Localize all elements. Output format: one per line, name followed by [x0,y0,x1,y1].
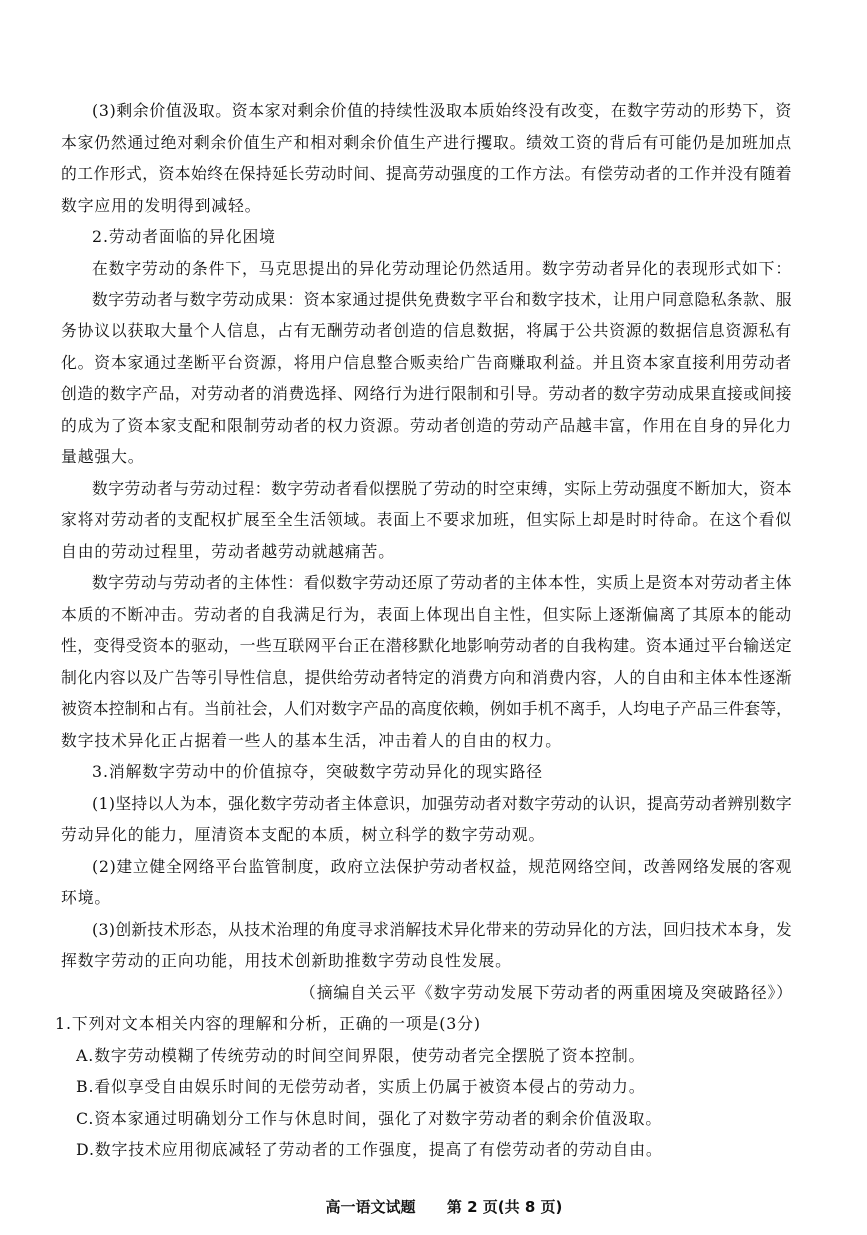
para-surplus-value-line: 的工作形式，资本始终在保持延长劳动时间、提高劳动强度的工作方法。有偿劳动者的工作并没有随着 [61,164,792,183]
para-subjectivity-line: 制化内容以及广告等引导性信息，提供给劳动者特定的消费方向和消费内容，人的自由和主体本性逐渐 [61,668,792,687]
section-heading-alienation: 2.劳动者面临的异化困境 [92,227,276,246]
source-citation: （摘编自关云平《数字劳动发展下劳动者的两重困境及突破路径》） [300,983,794,1002]
page-footer [0,1178,867,1235]
question-1-stem: 1.下列对文本相关内容的理解和分析，正确的一项是(3分) [55,1014,481,1033]
para-path-2-line: (2)建立健全网络平台监管制度，政府立法保护劳动者权益，规范网络空间，改善网络发展的客观 [92,857,792,876]
question-1-option-a: A.数字劳动模糊了传统劳动的时间空间界限，使劳动者完全摆脱了资本控制。 [76,1046,646,1065]
para-subjectivity-line: 数字劳动与劳动者的主体性：看似数字劳动还原了劳动者的主体本性，实质上是资本对劳动者主体 [92,573,792,592]
para-alienation-intro: 在数字劳动的条件下，马克思提出的异化劳动理论仍然适用。数字劳动者异化的表现形式如下： [92,259,792,278]
para-labor-results-line: 化。资本家通过垄断平台资源，将用户信息整合贩卖给广告商赚取利益。并且资本家直接利用劳动者 [61,353,792,372]
para-labor-results-line: 务协议以获取大量个人信息，占有无酬劳动者创造的信息数据，将属于公共资源的数据信息资源私有 [61,321,792,340]
para-labor-results-line: 的成为了资本家支配和限制劳动者的权力资源。劳动者创造的劳动产品越丰富，作用在自身的异化力 [61,416,792,435]
section-heading-paths: 3.消解数字劳动中的价值掠夺，突破数字劳动异化的现实路径 [92,762,543,781]
para-subjectivity-line: 性，变得受资本的驱动，一些互联网平台正在潜移默化地影响劳动者的自我构建。资本通过平台输送定 [61,636,792,655]
footer-subject: 高一语文试题 [325,1198,416,1216]
para-surplus-value-line: 本家仍然通过绝对剩余价值生产和相对剩余价值生产进行攫取。绩效工资的背后有可能仍是加班加点 [61,133,792,152]
footer-page-number: 第 2 页(共 8 页) [446,1198,563,1216]
para-labor-results-line: 创造的数字产品，对劳动者的消费选择、网络行为进行限制和引导。劳动者的数字劳动成果直接或间接 [61,384,792,403]
para-path-1-line: (1)坚持以人为本，强化数字劳动者主体意识，加强劳动者对数字劳动的认识，提高劳动者辨别数字 [92,794,792,813]
para-path-2-line: 环境。 [61,888,112,907]
para-labor-results-line: 量越强大。 [61,447,145,466]
question-1-option-c: C.资本家通过明确划分工作与休息时间，强化了对数字劳动者的剩余价值汲取。 [76,1109,663,1128]
para-surplus-value-line: (3)剩余价值汲取。资本家对剩余价值的持续性汲取本质始终没有改变，在数字劳动的形势下，资 [92,101,792,120]
para-path-3-line: (3)创新技术形态，从技术治理的角度寻求消解技术异化带来的劳动异化的方法，回归技术本身，发 [92,920,792,939]
question-1-option-d: D.数字技术应用彻底减轻了劳动者的工作强度，提高了有偿劳动者的劳动自由。 [76,1140,663,1159]
question-1-option-b: B.看似享受自由娱乐时间的无偿劳动者，实质上仍属于被资本侵占的劳动力。 [76,1077,646,1096]
para-subjectivity-line: 数字技术异化正占据着一些人的基本生活，冲击着人的自由的权力。 [61,731,562,750]
para-path-1-line: 劳动异化的能力，厘清资本支配的本质，树立科学的数字劳动观。 [61,825,546,844]
para-labor-process-line: 数字劳动者与劳动过程：数字劳动者看似摆脱了劳动的时空束缚，实际上劳动强度不断加大，资本 [92,479,792,498]
para-surplus-value-line: 数字应用的发明得到减轻。 [61,196,262,215]
para-path-3-line: 挥数字劳动的正向功能，用技术创新助推数字劳动良性发展。 [61,951,512,970]
para-labor-results-line: 数字劳动者与数字劳动成果：资本家通过提供免费数字平台和数字技术，让用户同意隐私条款、服 [92,290,792,309]
para-labor-process-line: 家将对劳动者的支配权扩展至全生活领域。表面上不要求加班，但实际上却是时时待命。在这个看似 [61,510,792,529]
para-subjectivity-line: 被资本控制和占有。当前社会，人们对数字产品的高度依赖，例如手机不离手，人均电子产品三件套等， [61,699,792,718]
para-labor-process-line: 自由的劳动过程里，劳动者越劳动就越痛苦。 [61,542,395,561]
para-subjectivity-line: 本质的不断冲击。劳动者的自我满足行为，表面上体现出自主性，但实际上逐渐偏离了其原本的能动 [61,605,792,624]
